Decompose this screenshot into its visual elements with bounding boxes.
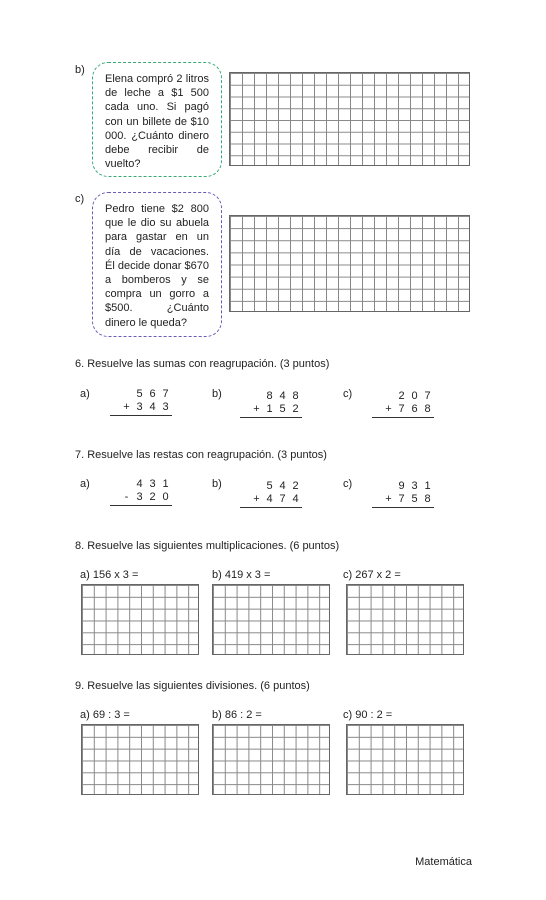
section-7-title: 7. Resuelve las restas con reagrupación. (3 puntos) <box>75 449 327 461</box>
sum-b: 8 4 8 + 1 5 2 <box>240 390 302 418</box>
mult-a-label: a) 156 x 3 = <box>80 569 139 581</box>
sub-a-letter: a) <box>80 478 90 490</box>
answer-grid-b <box>229 72 470 166</box>
section-6-title: 6. Resuelve las sumas con reagrupación. (3 puntos) <box>75 358 330 370</box>
answer-grid-c <box>229 215 470 312</box>
sum-a-letter: a) <box>80 388 90 400</box>
problem-b-box <box>92 62 222 177</box>
div-a-label: a) 69 : 3 = <box>80 709 130 721</box>
problem-c-text: Pedro tiene $2 800 que le dio su abuela para gastar en un día de vacaciones. Él decide donar $670 a bomberos y se compra un gorro a $500. ¿Cuánto dinero le queda? <box>105 203 209 329</box>
sum-c-letter: c) <box>343 388 353 400</box>
div-b-grid <box>212 724 330 795</box>
mult-a-grid <box>81 584 199 655</box>
sub-c: 9 3 1 + 7 5 8 <box>372 480 434 508</box>
sub-c-letter: c) <box>343 478 353 490</box>
footer-subject: Matemática <box>415 856 472 868</box>
div-c-grid <box>346 724 464 795</box>
sub-a: 4 3 1 - 3 2 0 <box>110 478 172 506</box>
mult-b-label: b) 419 x 3 = <box>212 569 271 581</box>
mult-c-label: c) 267 x 2 = <box>343 569 401 581</box>
div-a-grid <box>81 724 199 795</box>
mult-b-grid <box>212 584 330 655</box>
problem-b-letter: b) <box>75 64 85 76</box>
section-9-title: 9. Resuelve las siguientes divisiones. (6 puntos) <box>75 680 310 692</box>
sum-b-letter: b) <box>212 388 222 400</box>
problem-c-box <box>92 192 222 337</box>
mult-c-grid <box>346 584 464 655</box>
div-c-label: c) 90 : 2 = <box>343 709 393 721</box>
sum-c: 2 0 7 + 7 6 8 <box>372 390 434 418</box>
sum-a: 5 6 7 + 3 4 3 <box>110 388 172 416</box>
sub-b-letter: b) <box>212 478 222 490</box>
div-b-label: b) 86 : 2 = <box>212 709 262 721</box>
sub-b: 5 4 2 + 4 7 4 <box>240 480 302 508</box>
problem-b-text: Elena compró 2 litros de leche a $1 500 cada uno. Si pagó con un billete de $10 000. ¿Cuánto dinero debe recibir de vuelto? <box>105 73 209 171</box>
problem-c-letter: c) <box>75 193 85 205</box>
section-8-title: 8. Resuelve las siguientes multiplicaciones. (6 puntos) <box>75 540 340 552</box>
